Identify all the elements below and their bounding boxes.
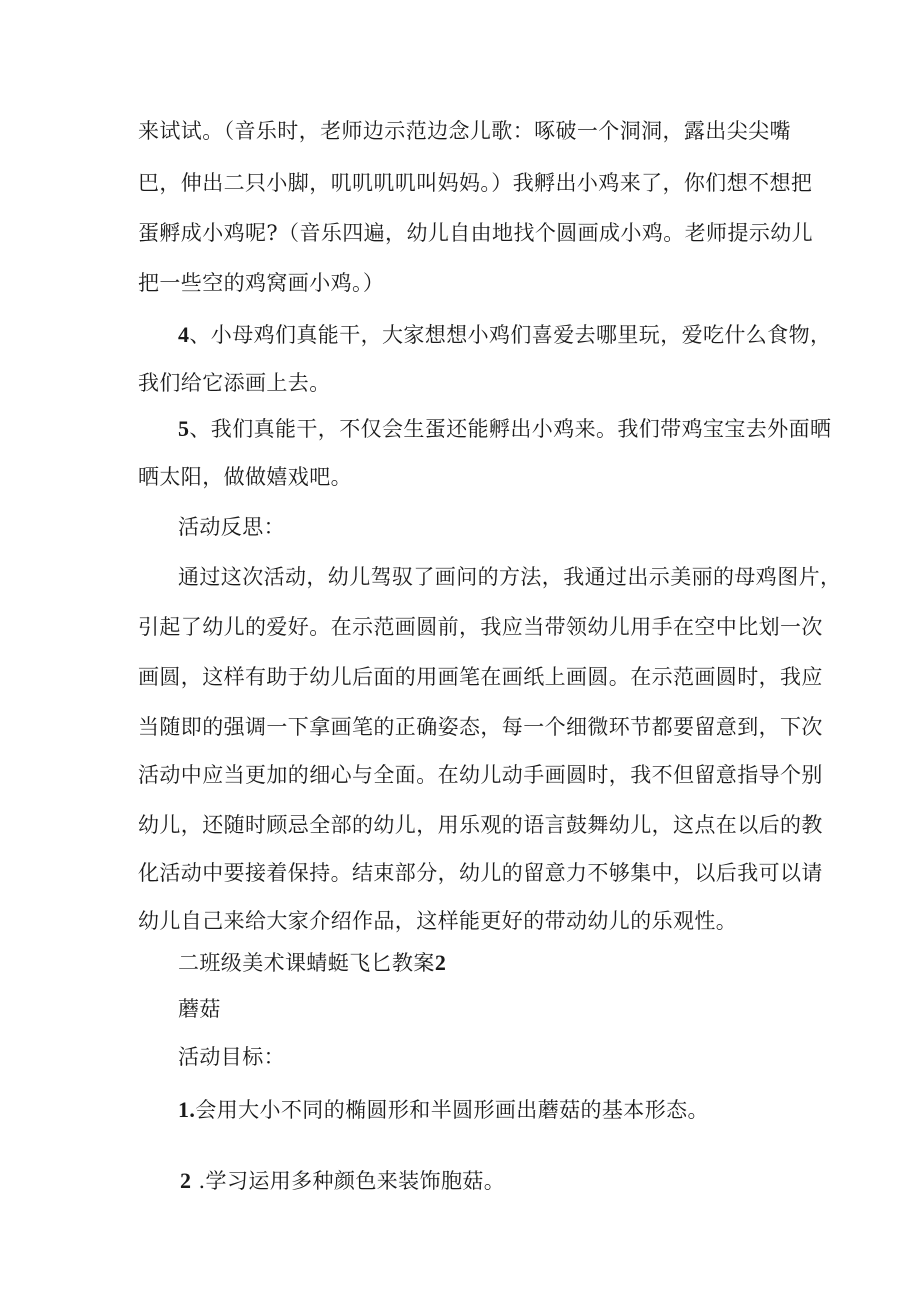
lesson-2-title-number: 2 (434, 950, 447, 975)
paragraph-line: 巴，伸出二只小脚，叽叽叽叽叫妈妈。）我孵出小鸡来了，你们想不想把 (138, 171, 813, 195)
reflection-line: 当随即的强调一下拿画笔的正确姿态，每一个细微环节都要留意到，下次 (138, 715, 823, 739)
step-5-text: 、我们真能干，不仅会生蛋还能孵出小鸡来。我们带鸡宝宝去外面晒 (189, 417, 832, 441)
goal-1 (178, 1095, 709, 1125)
lesson-2-title (178, 948, 446, 978)
lesson-2-title-text: 二班级美术课蜻蜓飞匕教案 (178, 951, 435, 975)
paragraph-line: 来试试。（音乐时，老师边示范边念儿歌：啄破一个洞洞，露出尖尖嘴 (138, 119, 791, 143)
step-5-number: 5 (178, 416, 190, 441)
goal-2-text: .学习运用多种颜色来装饰胞菇。 (191, 1169, 506, 1193)
goals-heading: 活动目标： (178, 1045, 285, 1069)
reflection-line: 引起了幼儿的爱好。在示范画圆前，我应当带领幼儿用手在空中比划一次 (138, 615, 823, 639)
goal-2 (180, 1166, 505, 1196)
goal-1-text: 会用大小不同的椭圆形和半圆形画出蘑菇的基本形态。 (195, 1098, 709, 1122)
goal-1-number: 1. (178, 1097, 196, 1122)
step-4-line-2: 我们给它添画上去。 (138, 371, 331, 395)
goal-2-number: 2 (180, 1168, 192, 1193)
reflection-line: 化活动中要接着保持。结束部分，幼儿的留意力不够集中，以后我可以请 (138, 861, 823, 885)
step-4-text: 、小母鸡们真能干，大家想想小鸡们喜爱去哪里玩，爱吃什么食物， (189, 323, 832, 347)
reflection-heading: 活动反思： (178, 515, 285, 539)
paragraph-line: 蛋孵成小鸡呢?（音乐四遍，幼儿自由地找个圆画成小鸡。老师提示幼儿 (138, 221, 814, 245)
step-4-number: 4 (178, 322, 190, 347)
reflection-line: 幼儿，还随时顾忌全部的幼儿，用乐观的语言鼓舞幼儿，这点在以后的教 (138, 813, 823, 837)
paragraph-line: 把一些空的鸡窝画小鸡。） (138, 271, 385, 295)
step-4-line-1 (178, 320, 831, 350)
reflection-line: 通过这次活动，幼儿驾驭了画问的方法，我通过出示美丽的母鸡图片， (178, 565, 842, 589)
reflection-line: 幼儿自己来给大家介绍作品，这样能更好的带动幼儿的乐观性。 (138, 909, 738, 933)
reflection-line: 画圆，这样有助于幼儿后面的用画笔在画纸上画圆。在示范画圆时，我应 (138, 665, 823, 689)
lesson-2-subtitle: 蘑菇 (178, 997, 221, 1021)
step-5-line-1 (178, 414, 831, 444)
step-5-line-2: 晒太阳，做做嬉戏吧。 (138, 465, 352, 489)
reflection-line: 活动中应当更加的细心与全面。在幼儿动手画圆时，我不但留意指导个别 (138, 763, 823, 787)
